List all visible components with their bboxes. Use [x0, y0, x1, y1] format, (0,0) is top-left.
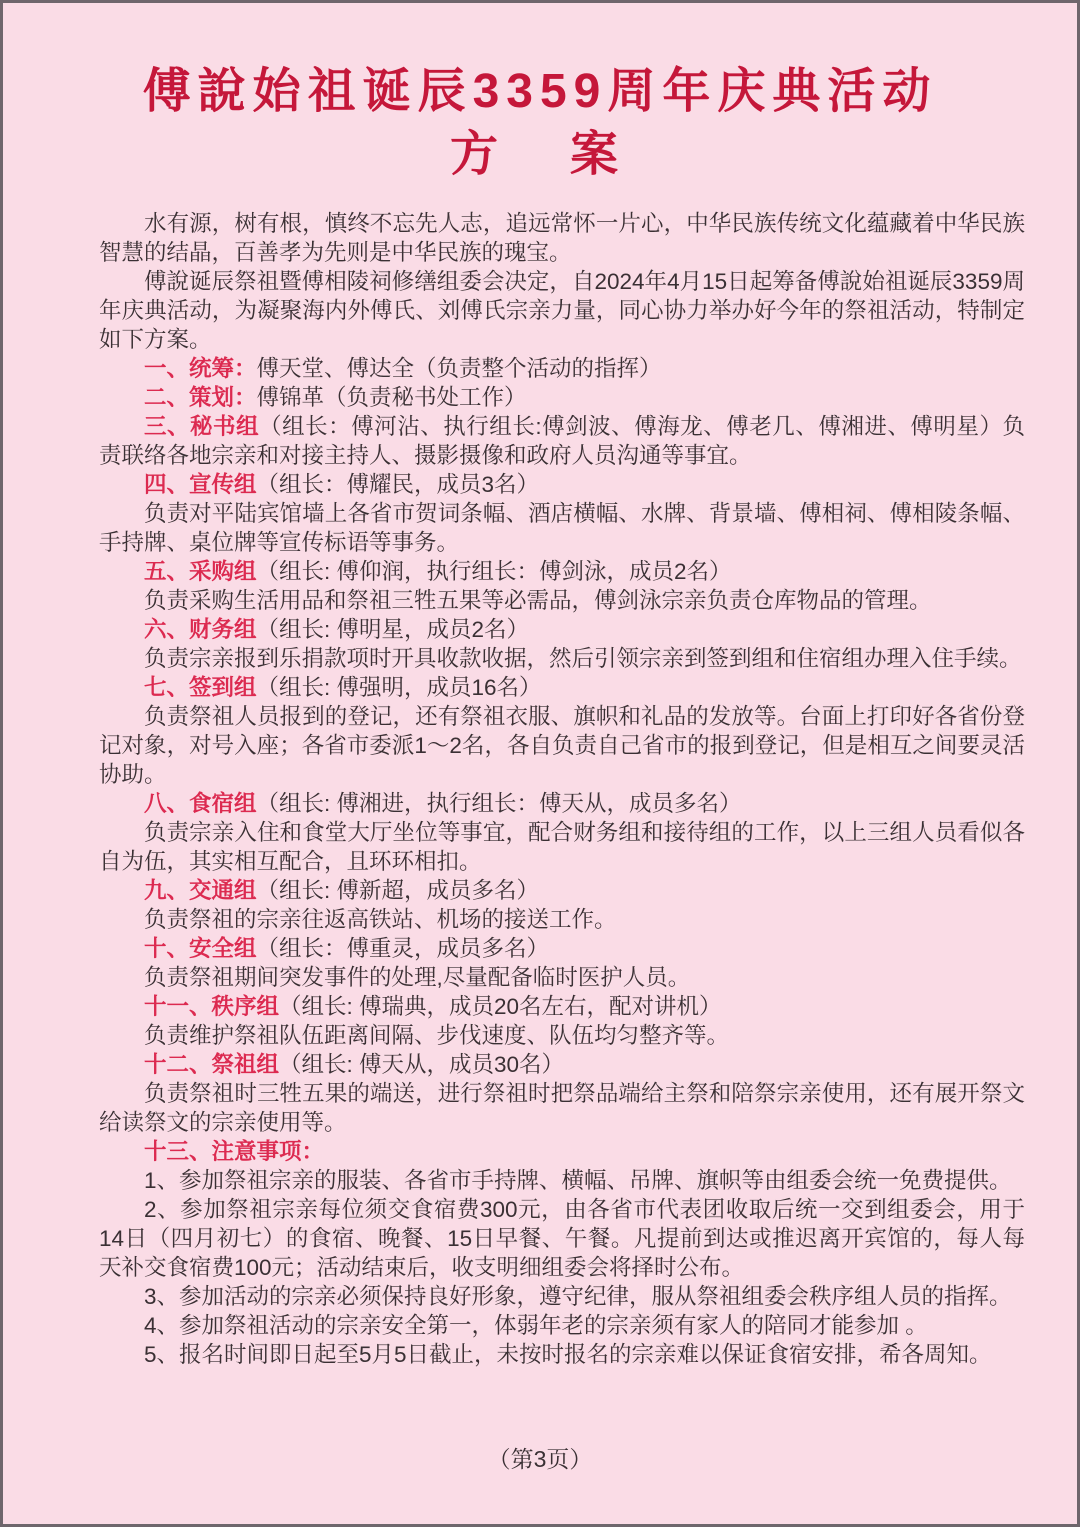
paragraph [99, 1021, 1025, 1050]
section-label: 四、宣传组 [144, 472, 257, 497]
paragraph-text: （组长: 傅新超，成员多名） [256, 878, 540, 903]
paragraph [99, 818, 1025, 876]
section-label: 六、财务组 [144, 617, 257, 642]
paragraph [99, 963, 1025, 992]
paragraph [99, 499, 1025, 557]
section-label: 十、安全组 [144, 936, 257, 961]
paragraph-text: 傅锦革（负责秘书处工作） [256, 385, 527, 410]
paragraph [99, 267, 1025, 354]
paragraph [99, 702, 1025, 789]
paragraph-text: 负责祭祖人员报到的登记，还有祭祖衣服、旗帜和礼品的发放等。台面上打印好各省份登记对象，对号入座；各省市委派1～2名，各自负责自己省市的报到登记，但是相互之间要灵活协助。 [99, 704, 1025, 787]
paragraph-text: 负责宗亲入住和食堂大厅坐位等事宜，配合财务组和接待组的工作，以上三组人员看似各自为伍，其实相互配合，且环环相扣。 [99, 820, 1025, 874]
section-label: 十三、注意事项： [144, 1139, 325, 1164]
section-label: 一、统筹： [144, 356, 257, 381]
paragraph-text: （组长：傅重灵，成员多名） [256, 936, 550, 961]
paragraph-text: 傅天堂、傅达全（负责整个活动的指挥） [256, 356, 662, 381]
paragraph [99, 412, 1025, 470]
paragraph-text: 负责宗亲报到乐捐款项时开具收款收据，然后引领宗亲到签到组和住宿组办理入住手续。 [144, 646, 1022, 671]
paragraph [99, 1137, 1025, 1166]
paragraph [99, 1079, 1025, 1137]
document-subtitle: 方 案 [449, 128, 630, 181]
paragraph [99, 615, 1025, 644]
paragraph-text: （组长: 傅湘进，执行组长：傅天从，成员多名） [256, 791, 742, 816]
paragraph-text: （组长: 傅瑞典，成员20名左右，配对讲机） [279, 994, 722, 1019]
paragraph [99, 1050, 1025, 1079]
section-label: 二、策划： [144, 385, 257, 410]
document-body [3, 209, 1077, 1369]
section-label: 三、秘书组 [144, 414, 260, 439]
paragraph-text: （组长: 傅天从，成员30名） [279, 1052, 565, 1077]
paragraph [99, 354, 1025, 383]
paragraph-text: 负责祭祖时三牲五果的端送，进行祭祖时把祭品端给主祭和陪祭宗亲使用，还有展开祭文给读祭文的宗亲使用等。 [99, 1081, 1025, 1135]
paragraph [99, 586, 1025, 615]
paragraph-text: （组长: 傅明星，成员2名） [256, 617, 530, 642]
paragraph [99, 905, 1025, 934]
paragraph [99, 673, 1025, 702]
paragraph-text: （组长：傅耀民，成员3名） [256, 472, 540, 497]
paragraph-text: 负责采购生活用品和祭祖三牲五果等必需品，傅剑泳宗亲负责仓库物品的管理。 [144, 588, 932, 613]
section-label: 十二、祭祖组 [144, 1052, 280, 1077]
paragraph [99, 1166, 1025, 1195]
paragraph-text: 负责维护祭祖队伍距离间隔、步伐速度、队伍均匀整齐等。 [144, 1023, 730, 1048]
paragraph-text: 负责祭祖期间突发事件的处理,尽量配备临时医护人员。 [144, 965, 691, 990]
section-label: 七、签到组 [144, 675, 257, 700]
paragraph-text: 负责祭祖的宗亲往返高铁站、机场的接送工作。 [144, 907, 617, 932]
paragraph [99, 1311, 1025, 1340]
page-number: （第3页） [487, 1446, 593, 1472]
paragraph-text: 1、参加祭祖宗亲的服装、各省市手持牌、横幅、吊牌、旗帜等由组委会统一免费提供。 [144, 1168, 1012, 1193]
paragraph [99, 1282, 1025, 1311]
paragraph-text: （组长: 傅强明，成员16名） [256, 675, 542, 700]
paragraph-text: 4、参加祭祖活动的宗亲安全第一，体弱年老的宗亲须有家人的陪同才能参加 。 [144, 1313, 928, 1338]
paragraph-text: 负责对平陆宾馆墙上各省市贺词条幅、酒店横幅、水牌、背景墙、傅相祠、傅相陵条幅、手持牌、桌位牌等宣传标语等事务。 [99, 501, 1025, 555]
paragraph [99, 876, 1025, 905]
paragraph-text: 傅說诞辰祭祖暨傅相陵祠修缮组委会决定，自2024年4月15日起筹备傅說始祖诞辰3359周年庆典活动，为凝聚海内外傅氏、刘傅氏宗亲力量，同心协力举办好今年的祭祖活动，特制定如下方案。 [99, 269, 1025, 352]
document-title: 傅說始祖诞辰3359周年庆典活动 [142, 65, 938, 118]
paragraph [99, 470, 1025, 499]
paragraph [99, 644, 1025, 673]
paragraph [99, 789, 1025, 818]
paragraph [99, 934, 1025, 963]
section-label: 八、食宿组 [144, 791, 257, 816]
section-label: 十一、秩序组 [144, 994, 280, 1019]
paragraph-text: 2、参加祭祖宗亲每位须交食宿费300元，由各省市代表团收取后统一交到组委会，用于14日（四月初七）的食宿、晚餐、15日早餐、午餐。凡提前到达或推迟离开宾馆的，每人每天补交食宿费100元；活动结束后，收支明细组委会将择时公布。 [99, 1197, 1025, 1280]
section-label: 九、交通组 [144, 878, 257, 903]
paragraph-text: （组长: 傅仰润，执行组长：傅剑泳，成员2名） [256, 559, 732, 584]
paragraph [99, 1195, 1025, 1282]
paragraph [99, 383, 1025, 412]
paragraph-text: 水有源，树有根，慎终不忘先人志，追远常怀一片心，中华民族传统文化蕴藏着中华民族智慧的结晶，百善孝为先则是中华民族的瑰宝。 [99, 211, 1025, 265]
paragraph [99, 209, 1025, 267]
paragraph [99, 557, 1025, 586]
paragraph-text: （组长：傅河沾、执行组长:傅剑波、傅海龙、傅老几、傅湘进、傅明星）负责联络各地宗亲和对接主持人、摄影摄像和政府人员沟通等事宜。 [99, 414, 1025, 468]
paragraph-text: 3、参加活动的宗亲必须保持良好形象，遵守纪律，服从祭祖组委会秩序组人员的指挥。 [144, 1284, 1012, 1309]
paragraph [99, 1340, 1025, 1369]
paragraph-text: 5、报名时间即日起至5月5日截止，未按时报名的宗亲难以保证食宿安排，希各周知。 [144, 1342, 992, 1367]
paragraph [99, 992, 1025, 1021]
section-label: 五、采购组 [144, 559, 257, 584]
